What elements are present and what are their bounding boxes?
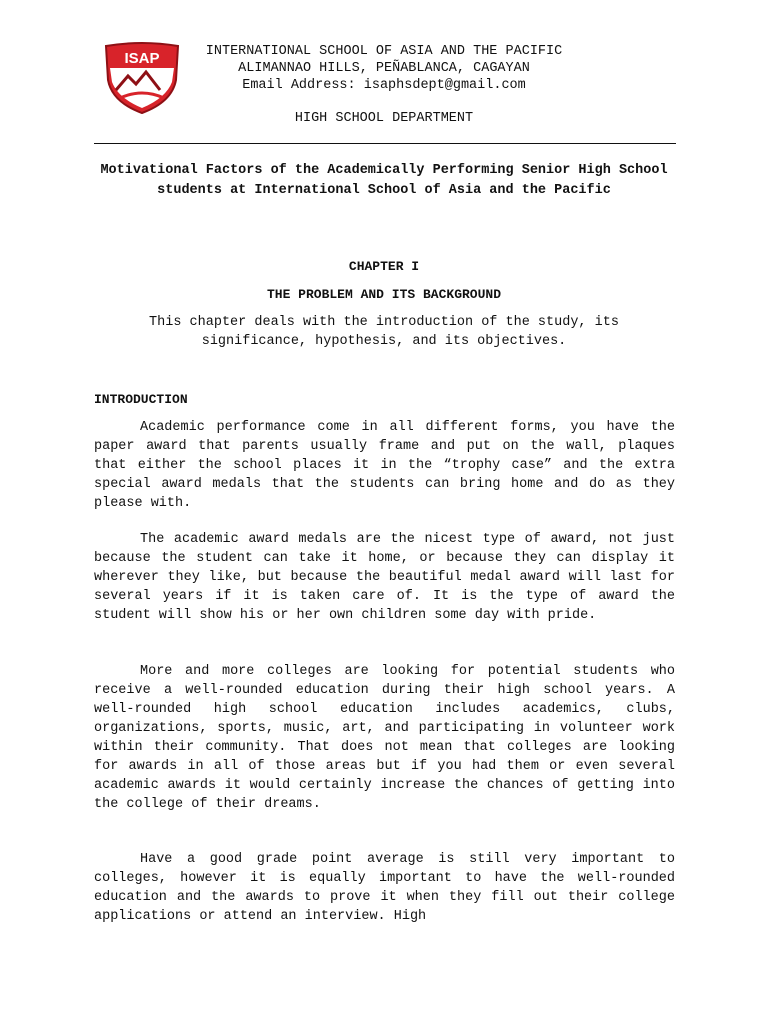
section-heading: INTRODUCTION — [94, 392, 188, 407]
header-divider — [94, 143, 676, 144]
document-title: Motivational Factors of the Academically Performing Senior High School students at International School of Asia and the Pacific — [100, 163, 668, 198]
chapter-summary: This chapter deals with the introduction of the study, its significance, hypothesis, and its objectives. — [149, 315, 619, 349]
paragraph: Have a good grade point average is still very important to colleges, however it is equally important to have the well-rounded education and the awards to prove it when they fill out their college applications or attend an interview. High — [94, 852, 675, 924]
department-name: HIGH SCHOOL DEPARTMENT — [294, 111, 474, 126]
school-name: INTERNATIONAL SCHOOL OF ASIA AND THE PACIFIC — [205, 44, 563, 59]
chapter-label: CHAPTER I — [348, 259, 420, 274]
paragraph: Academic performance come in all different forms, you have the paper award that parents usually frame and put on the wall, plaques that either the school places it in the “trophy case” and the extra special award medals that the students can bring home and do as they please with. — [94, 420, 675, 511]
logo-text: ISAP — [124, 50, 160, 67]
school-email: Email Address: isaphsdept@gmail.com — [242, 78, 526, 93]
school-address: ALIMANNAO HILLS, PEÑABLANCA, CAGAYAN — [238, 61, 530, 76]
paragraph: More and more colleges are looking for potential students who receive a well-rounded education during their high school years. A well-rounded high school education includes academics, clubs, organizations, sports, music, art, and participating in volunteer work within their community. That does not mean that colleges are looking for awards in all of those areas but if you had them or even several academic awards it would certainly increase the chances of getting into the college of their dreams. — [94, 664, 675, 812]
paragraph: The academic award medals are the nicest type of award, not just because the student can take it home, or because they can display it wherever they like, but because the beautiful medal award will last for several years if it is taken care of. It is the type of award the student will show his or her own children some day with pride. — [94, 532, 675, 623]
chapter-title: THE PROBLEM AND ITS BACKGROUND — [266, 287, 502, 302]
